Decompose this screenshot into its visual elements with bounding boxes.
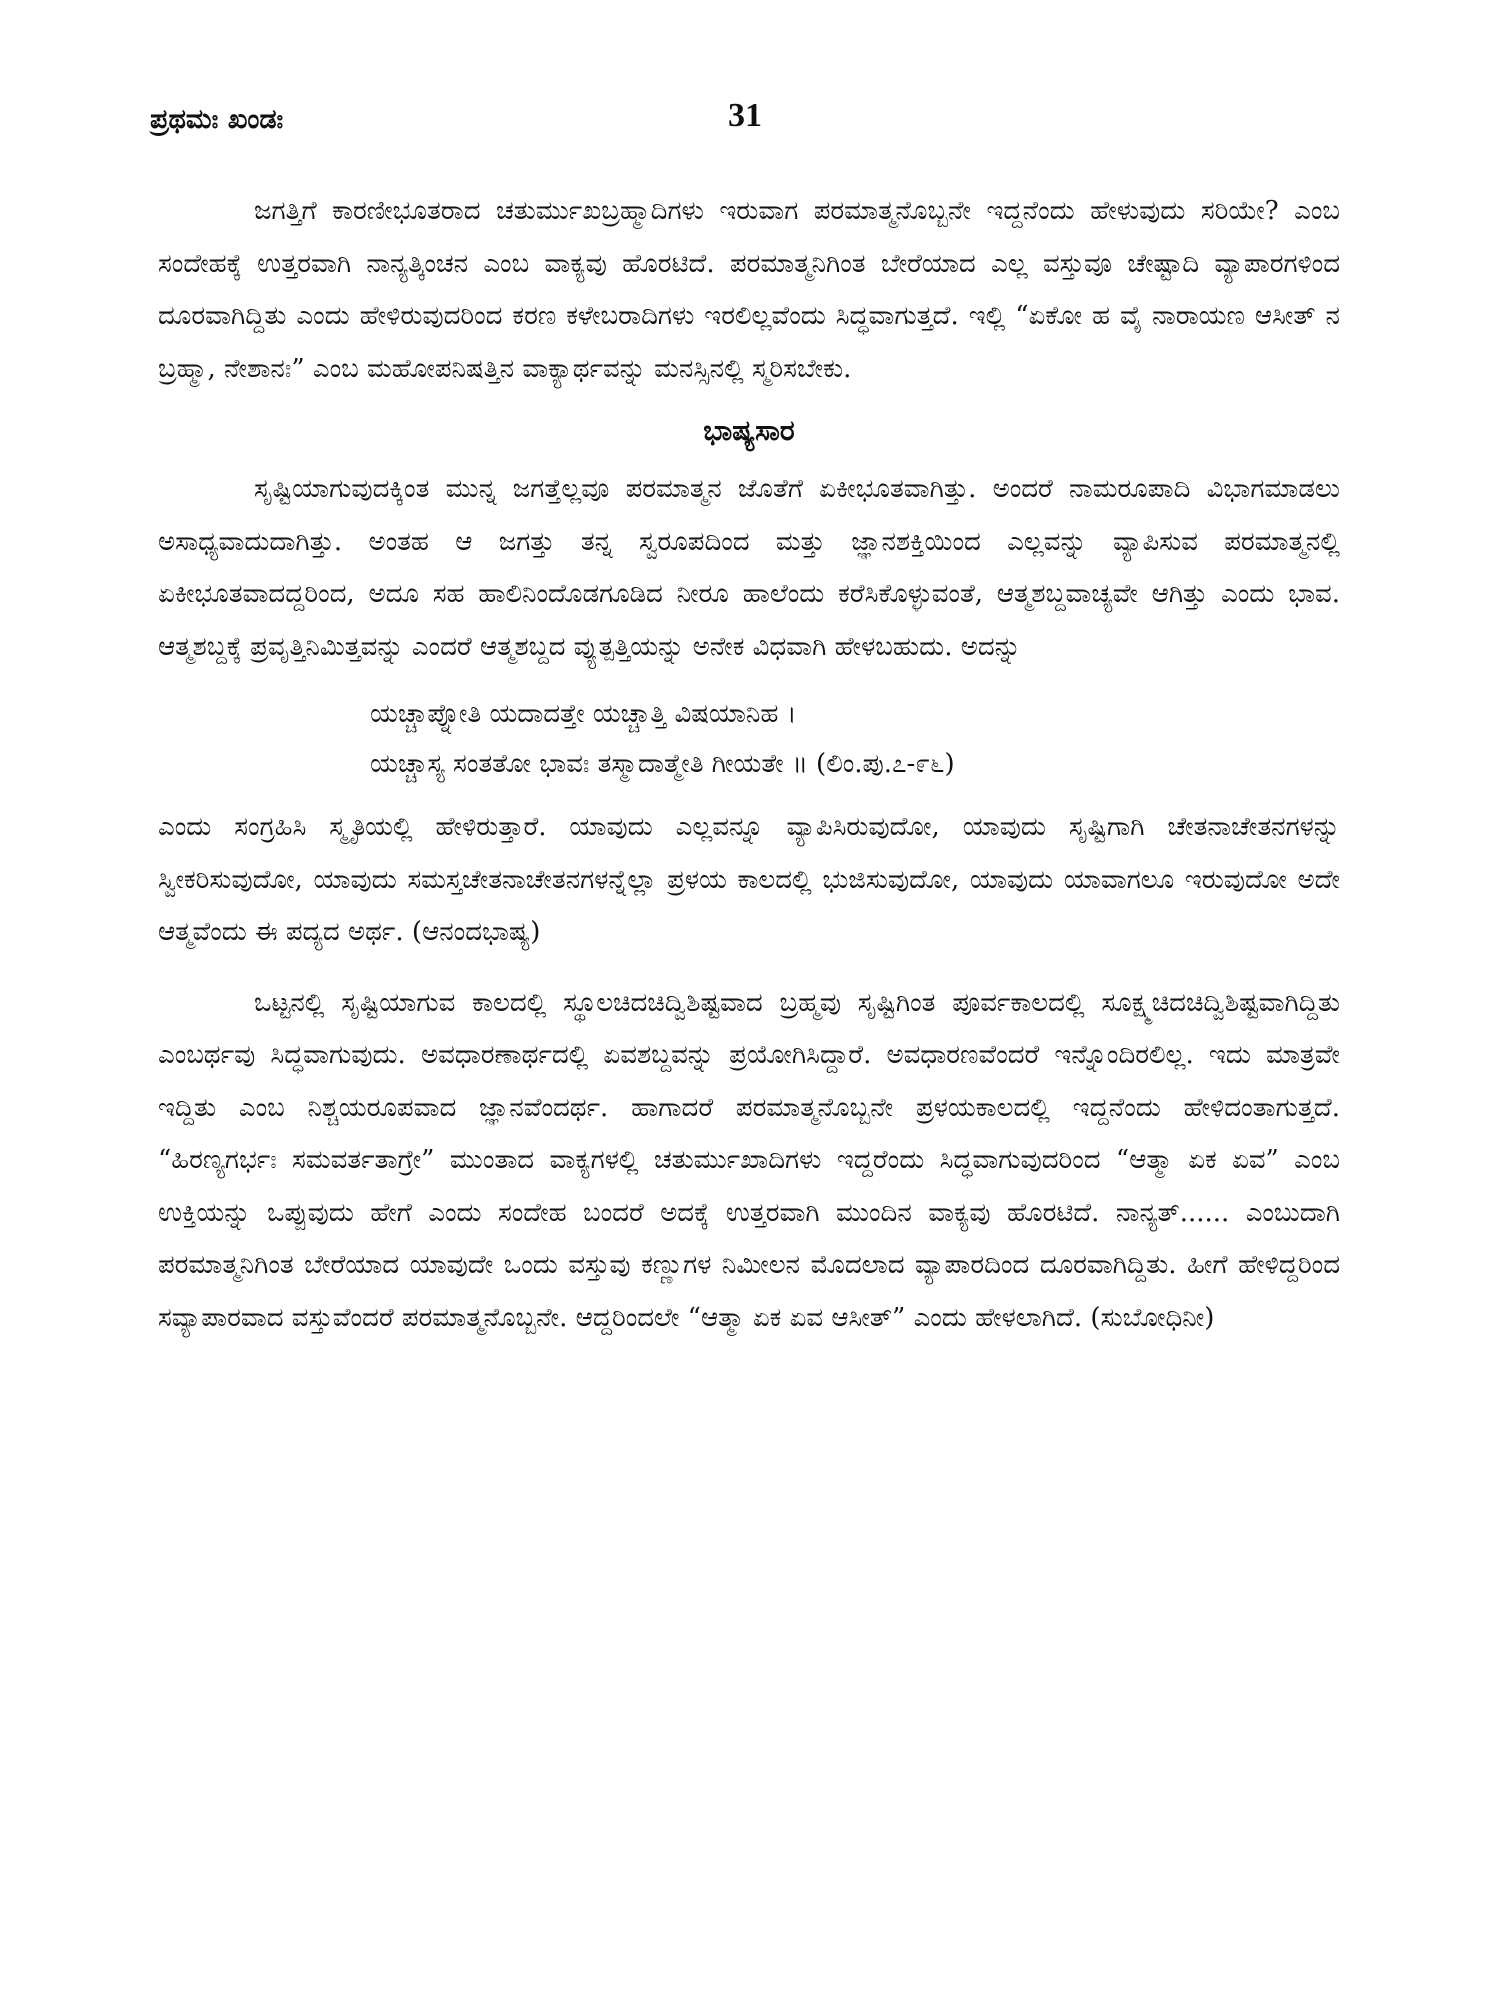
page-body [158, 185, 1340, 1344]
running-head: ಪ್ರಥಮಃ ಖಂಡಃ [150, 104, 284, 135]
paragraph-1: ಜಗತ್ತಿಗೆ ಕಾರಣೀಭೂತರಾದ ಚತುರ್ಮುಖಬ್ರಹ್ಮಾದಿಗಳು ಇರುವಾಗ ಪರಮಾತ್ಮನೊಬ್ಬನೇ ಇದ್ದನೆಂದು ಹೇಳುವುದು ಸರಿಯೇ? ಎಂಬ ಸಂದೇಹಕ್ಕೆ ಉತ್ತರವಾಗಿ ನಾನ್ಯತ್ಕಿಂಚನ ಎಂಬ ವಾಕ್ಯವು ಹೊರಟಿದೆ. ಪರಮಾತ್ಮನಿಗಿಂತ ಬೇರೆಯಾದ ಎಲ್ಲ ವಸ್ತುವೂ ಚೇಷ್ಟಾದಿ ವ್ಯಾಪಾರಗಳಿಂದ ದೂರವಾಗಿದ್ದಿತು ಎಂದು ಹೇಳಿರುವುದರಿಂದ ಕರಣ ಕಳೇಬರಾದಿಗಳು ಇರಲಿಲ್ಲವೆಂದು ಸಿದ್ಧವಾಗುತ್ತದೆ. ಇಲ್ಲಿ “ಏಕೋ ಹ ವೈ ನಾರಾಯಣ ಆಸೀತ್ ನ ಬ್ರಹ್ಮಾ, ನೇಶಾನಃ” ಎಂಬ ಮಹೋಪನಿಷತ್ತಿನ ವಾಕ್ಯಾರ್ಥವನ್ನು ಮನಸ್ಸಿನಲ್ಲಿ ಸ್ಮರಿಸಬೇಕು. [158, 196, 1340, 384]
verse-line-1: ಯಚ್ಚಾಪ್ನೋತಿ ಯದಾದತ್ತೇ ಯಚ್ಚಾತ್ತಿ ವಿಷಯಾನಿಹ । [370, 699, 797, 729]
paragraph-3: ಎಂದು ಸಂಗ್ರಹಿಸಿ ಸ್ಮೃತಿಯಲ್ಲಿ ಹೇಳಿರುತ್ತಾರೆ. ಯಾವುದು ಎಲ್ಲವನ್ನೂ ವ್ಯಾಪಿಸಿರುವುದೋ, ಯಾವುದು ಸೃಷ್ಟಿಗಾಗಿ ಚೇತನಾಚೇತನಗಳನ್ನು ಸ್ವೀಕರಿಸುವುದೋ, ಯಾವುದು ಸಮಸ್ತಚೇತನಾಚೇತನಗಳನ್ನೆಲ್ಲಾ ಪ್ರಳಯ ಕಾಲದಲ್ಲಿ ಭುಜಿಸುವುದೋ, ಯಾವುದು ಯಾವಾಗಲೂ ಇರುವುದೋ ಅದೇ ಆತ್ಮವೆಂದು ಈ ಪದ್ಯದ ಅರ್ಥ. (ಆನಂದಭಾಷ್ಯ) [158, 812, 1340, 947]
paragraph-2: ಸೃಷ್ಟಿಯಾಗುವುದಕ್ಕಿಂತ ಮುನ್ನ ಜಗತ್ತೆಲ್ಲವೂ ಪರಮಾತ್ಮನ ಜೊತೆಗೆ ಏಕೀಭೂತವಾಗಿತ್ತು. ಅಂದರೆ ನಾಮರೂಪಾದಿ ವಿಭಾಗಮಾಡಲು ಅಸಾಧ್ಯವಾದುದಾಗಿತ್ತು. ಅಂತಹ ಆ ಜಗತ್ತು ತನ್ನ ಸ್ವರೂಪದಿಂದ ಮತ್ತು ಜ್ಞಾನಶಕ್ತಿಯಿಂದ ಎಲ್ಲವನ್ನು ವ್ಯಾಪಿಸುವ ಪರಮಾತ್ಮನಲ್ಲಿ ಏಕೀಭೂತವಾದದ್ದರಿಂದ, ಅದೂ ಸಹ ಹಾಲಿನಿಂದೊಡಗೂಡಿದ ನೀರೂ ಹಾಲೆಂದು ಕರೆಸಿಕೊಳ್ಳುವಂತೆ, ಆತ್ಮಶಬ್ದವಾಚ್ಯವೇ ಆಗಿತ್ತು ಎಂದು ಭಾವ. ಆತ್ಮಶಬ್ದಕ್ಕೆ ಪ್ರವೃತ್ತಿನಿಮಿತ್ತವನ್ನು ಎಂದರೆ ಆತ್ಮಶಬ್ದದ ವ್ಯುತ್ಪತ್ತಿಯನ್ನು ಅನೇಕ ವಿಧವಾಗಿ ಹೇಳಬಹುದು. ಅದನ್ನು [158, 474, 1340, 662]
paragraph-4: ಒಟ್ಟನಲ್ಲಿ ಸೃಷ್ಟಿಯಾಗುವ ಕಾಲದಲ್ಲಿ ಸ್ಥೂಲಚಿದಚಿದ್ವಿಶಿಷ್ಟವಾದ ಬ್ರಹ್ಮವು ಸೃಷ್ಟಿಗಿಂತ ಪೂರ್ವಕಾಲದಲ್ಲಿ ಸೂಕ್ಷ್ಮಚಿದಚಿದ್ವಿಶಿಷ್ಟವಾಗಿದ್ದಿತು ಎಂಬರ್ಥವು ಸಿದ್ಧವಾಗುವುದು. ಅವಧಾರಣಾರ್ಥದಲ್ಲಿ ಏವಶಬ್ದವನ್ನು ಪ್ರಯೋಗಿಸಿದ್ದಾರೆ. ಅವಧಾರಣವೆಂದರೆ ಇನ್ನೊಂದಿರಲಿಲ್ಲ. ಇದು ಮಾತ್ರವೇ ಇದ್ದಿತು ಎಂಬ ನಿಶ್ಚಯರೂಪವಾದ ಜ್ಞಾನವೆಂದರ್ಥ. ಹಾಗಾದರೆ ಪರಮಾತ್ಮನೊಬ್ಬನೇ ಪ್ರಳಯಕಾಲದಲ್ಲಿ ಇದ್ದನೆಂದು ಹೇಳಿದಂತಾಗುತ್ತದೆ. “ಹಿರಣ್ಯಗರ್ಭಃ ಸಮವರ್ತತಾಗ್ರೇ” ಮುಂತಾದ ವಾಕ್ಯಗಳಲ್ಲಿ ಚತುರ್ಮುಖಾದಿಗಳು ಇದ್ದರೆಂದು ಸಿದ್ಧವಾಗುವುದರಿಂದ “ಆತ್ಮಾ ಏಕ ಏವ” ಎಂಬ ಉಕ್ತಿಯನ್ನು ಒಪ್ಪುವುದು ಹೇಗೆ ಎಂದು ಸಂದೇಹ ಬಂದರೆ ಅದಕ್ಕೆ ಉತ್ತರವಾಗಿ ಮುಂದಿನ ವಾಕ್ಯವು ಹೊರಟಿದೆ. ನಾನ್ಯತ್...... ಎಂಬುದಾಗಿ ಪರಮಾತ್ಮನಿಗಿಂತ ಬೇರೆಯಾದ ಯಾವುದೇ ಒಂದು ವಸ್ತುವು ಕಣ್ಣುಗಳ ನಿಮೀಲನ ಮೊದಲಾದ ವ್ಯಾಪಾರದಿಂದ ದೂರವಾಗಿದ್ದಿತು. ಹೀಗೆ ಹೇಳಿದ್ದರಿಂದ ಸವ್ಯಾಪಾರವಾದ ವಸ್ತುವೆಂದರೆ ಪರಮಾತ್ಮನೊಬ್ಬನೇ. ಆದ್ದರಿಂದಲೇ “ಆತ್ಮಾ ಏಕ ಏವ ಆಸೀತ್” ಎಂದು ಹೇಳಲಾಗಿದೆ. (ಸುಬೋಧಿನೀ) [158, 987, 1340, 1333]
page-number: 31 [728, 97, 762, 134]
section-heading: ಭಾಷ್ಯಸಾರ [703, 414, 795, 447]
verse-line-2: ಯಚ್ಚಾಸ್ಯ ಸಂತತೋ ಭಾವಃ ತಸ್ಮಾದಾತ್ಮೇತಿ ಗೀಯತೇ ॥ (ಲಿಂ.ಪು.೭-೯೬) [370, 749, 955, 779]
verse-block [370, 689, 1340, 789]
